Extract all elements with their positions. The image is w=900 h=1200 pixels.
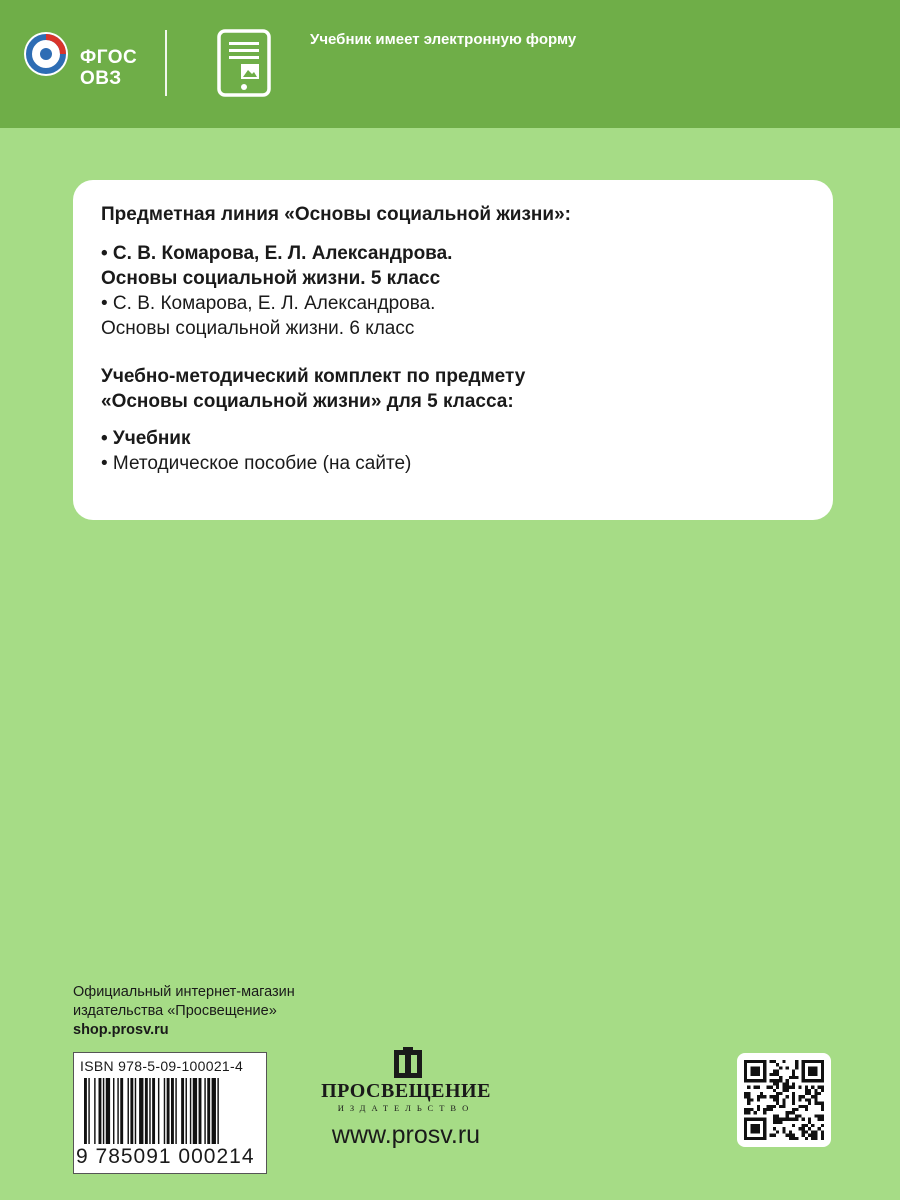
publisher-name: ПРОСВЕЩЕНИЕ <box>321 1080 491 1102</box>
prosveshchenie-logo-icon <box>388 1046 428 1080</box>
subject-line-title: Предметная линия «Основы социальной жизни»: <box>101 204 571 225</box>
info-card <box>73 180 833 520</box>
book-2-title: Основы социальной жизни. 6 класс <box>101 318 415 339</box>
barcode-bars <box>84 1078 256 1144</box>
ebook-note: Учебник имеет электронную форму <box>310 31 577 48</box>
isbn-barcode <box>73 1052 267 1174</box>
shop-info <box>73 983 295 1040</box>
qr-code[interactable] <box>737 1053 831 1147</box>
qr-code-icon <box>744 1060 824 1140</box>
fgos-globe-icon <box>22 30 70 78</box>
publisher-subtitle: ИЗДАТЕЛЬСТВО <box>337 1103 475 1113</box>
publisher-url-link[interactable]: www.prosv.ru <box>331 1121 481 1149</box>
shop-url-link[interactable]: shop.prosv.ru <box>73 1022 169 1038</box>
isbn-label: ISBN 978-5-09-100021-4 <box>80 1058 244 1074</box>
shop-line-1: Официальный интернет-магазин <box>73 984 295 1000</box>
barcode-digits: 9 785091 000214 <box>76 1145 255 1168</box>
kit-title-line-1: Учебно-методический комплект по предмету <box>101 366 526 387</box>
book-1-title: Основы социальной жизни. 5 класс <box>101 268 441 289</box>
fgos-ovz-label: ФГОС ОВЗ <box>80 47 138 89</box>
tablet-icon <box>217 29 271 97</box>
shop-line-2: издательства «Просвещение» <box>73 1003 277 1019</box>
header-divider <box>165 30 167 96</box>
kit-title-line-2: «Основы социальной жизни» для 5 класса: <box>101 391 514 412</box>
kit-item-methodical-guide: • Методическое пособие (на сайте) <box>101 453 412 474</box>
header-bar <box>0 0 900 128</box>
book-1-authors: • С. В. Комарова, Е. Л. Александрова. <box>101 243 453 264</box>
book-2-authors: • С. В. Комарова, Е. Л. Александрова. <box>101 293 436 314</box>
kit-item-textbook: • Учебник <box>101 428 191 449</box>
